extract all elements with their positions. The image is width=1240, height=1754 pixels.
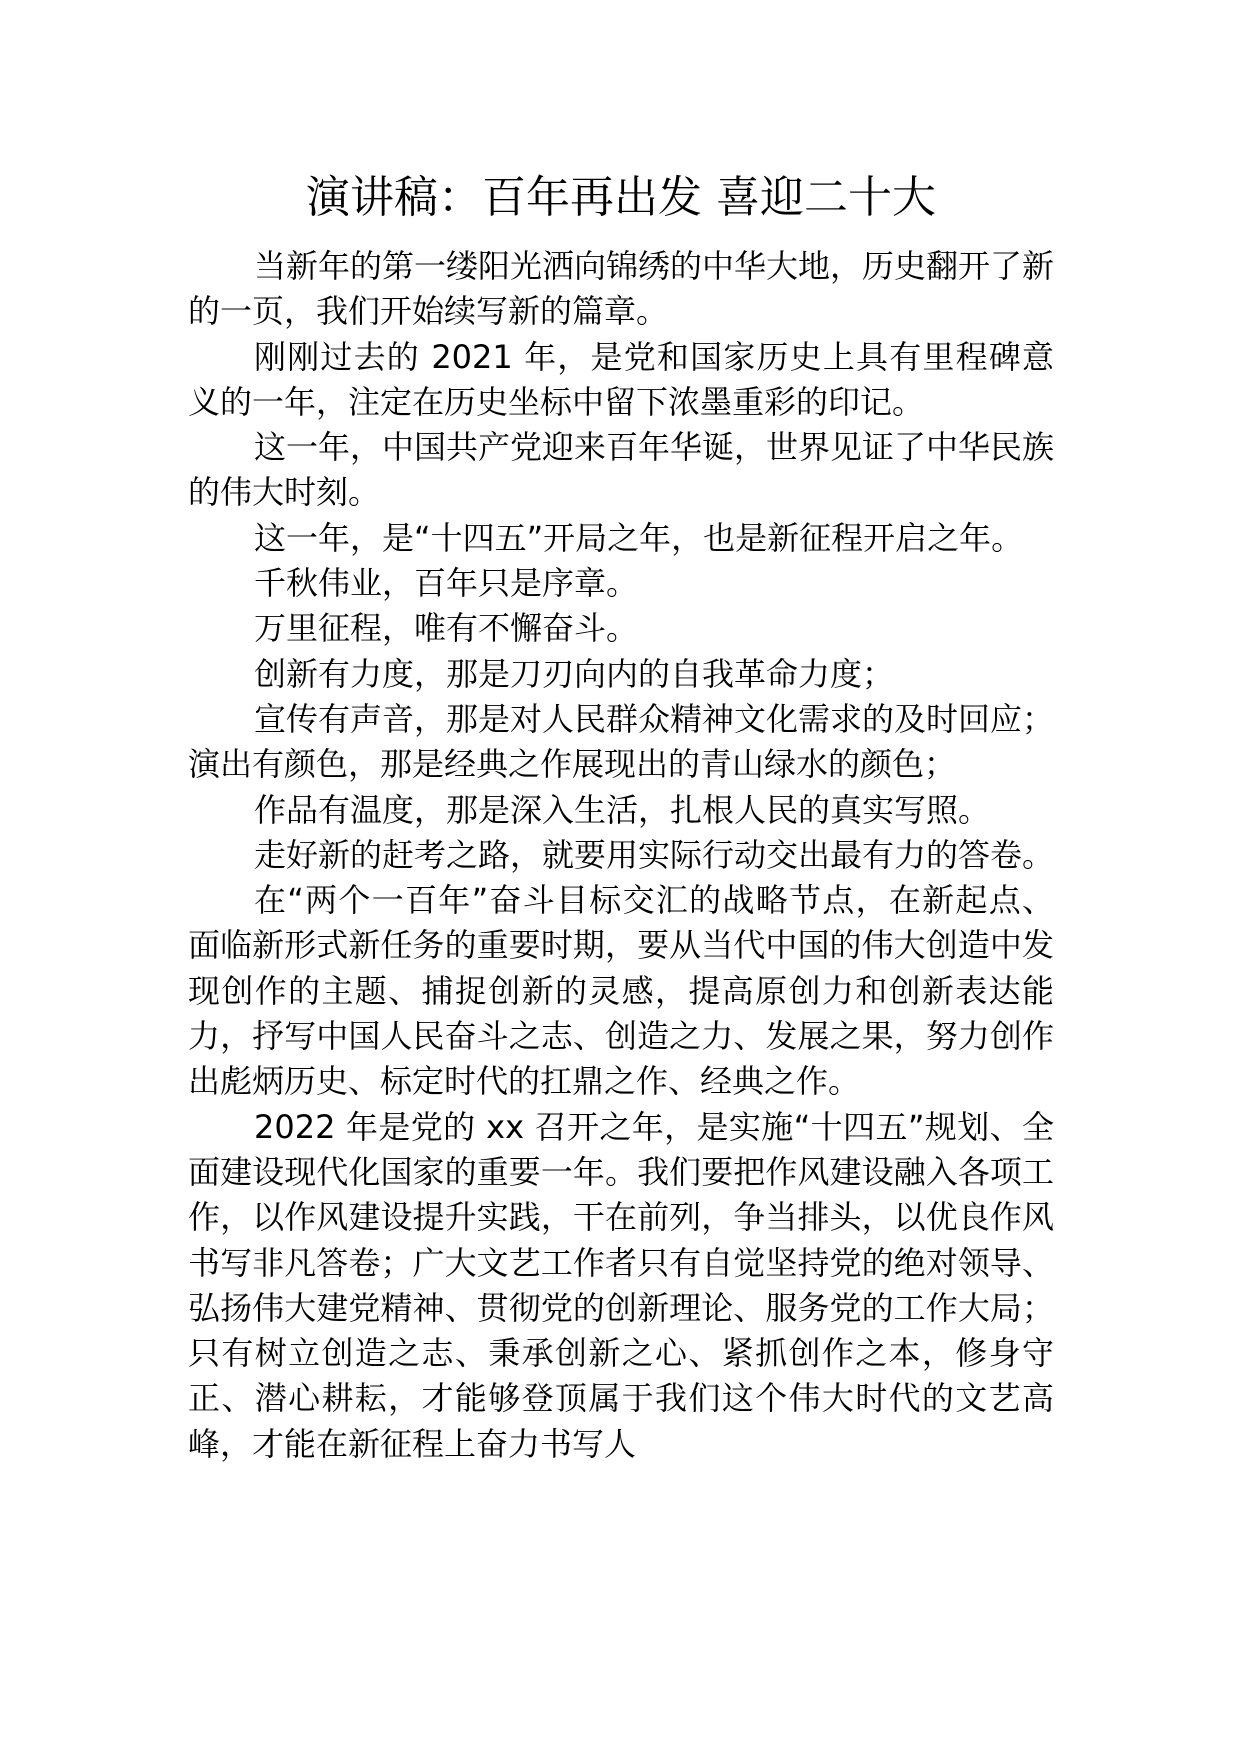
paragraph: 创新有力度，那是刀刃向内的自我革命力度； — [254, 654, 895, 693]
paragraph: 当新年的第一缕阳光洒向锦绣的中华大地，历史翻开了新的一页，我们开始续写新的篇章。 — [188, 247, 1055, 331]
paragraph: 在“两个一百年”奋斗目标交汇的战略节点，在新起点、面临新形式新任务的重要时期，要从当代中国的伟大创造中发现创作的主题、捕捉创新的灵感，提高原创力和创新表达能力，抒写中国人民奋斗之志、创造之力、发展之果，努力创作出彪炳历史、标定时代的扛鼎之作、经典之作。 — [188, 881, 1054, 1101]
paragraph: 2022 年是党的 xx 召开之年，是实施“十四五”规划、全面建设现代化国家的重要一年。我们要把作风建设融入各项工作，以作风建设提升实践，干在前列，争当排头，以优良作风书写非凡答卷；广大文艺工作者只有自觉坚持党的绝对领导、弘扬伟大建党精神、贯彻党的创新理论、服务党的工作大局；只有树立创造之志、秉承创新之心、紧抓创作之本，修身守正、潜心耕耘，才能够登顶属于我们这个伟大时代的文艺高峰，才能在新征程上奋力书写人 — [188, 1107, 1054, 1463]
paragraph: 这一年，中国共产党迎来百年华诞，世界见证了中华民族的伟大时刻。 — [188, 428, 1055, 512]
document-body — [188, 244, 1054, 1467]
paragraph: 千秋伟业，百年只是序章。 — [254, 564, 639, 603]
paragraph: 宣传有声音，那是对人民群众精神文化需求的及时回应；演出有颜色，那是经典之作展现出的青山绿水的颜色； — [188, 699, 1055, 784]
paragraph: 走好新的赶考之路，就要用实际行动交出最有力的答卷。 — [254, 835, 1055, 874]
paragraph: 作品有温度，那是深入生活，扎根人民的真实写照。 — [254, 790, 991, 829]
document-title: 演讲稿：百年再出发 喜迎二十大 — [306, 172, 936, 223]
paragraph: 刚刚过去的 2021 年，是党和国家历史上具有里程碑意义的一年，注定在历史坐标中留下浓墨重彩的印记。 — [188, 337, 1054, 421]
paragraph: 万里征程，唯有不懈奋斗。 — [254, 609, 639, 648]
paragraph: 这一年，是“十四五”开局之年，也是新征程开启之年。 — [254, 518, 1024, 557]
